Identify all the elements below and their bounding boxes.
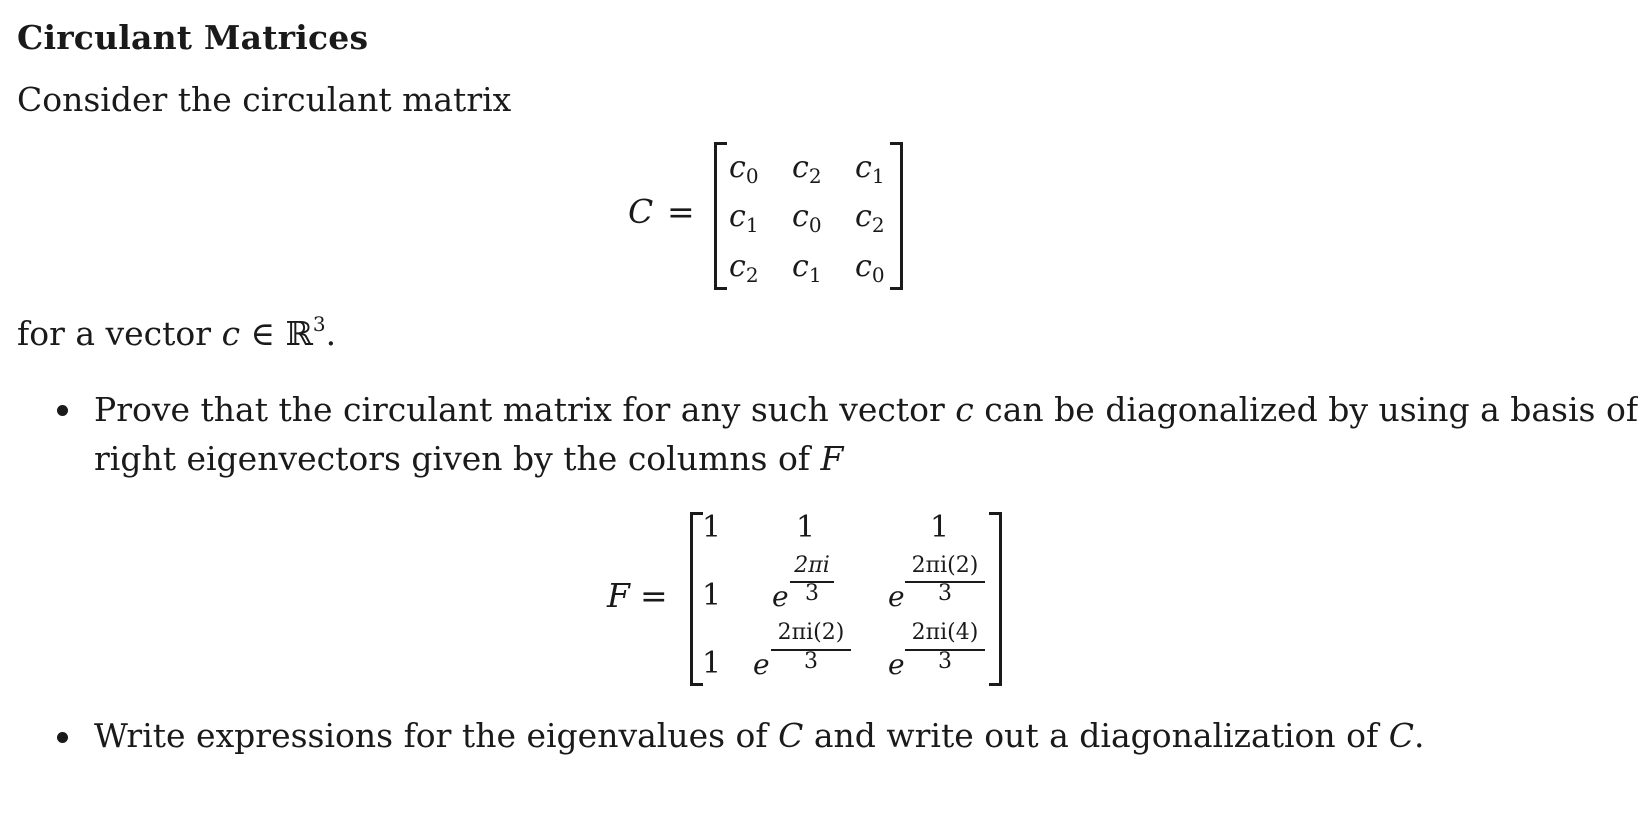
reals-exponent: 3 — [312, 312, 326, 336]
matrix-f-cell-1-1: 1 — [702, 510, 722, 545]
matrix-f-cell-2-1: 1 — [702, 578, 722, 613]
matrix-c-entry-subscript: 2 — [745, 263, 759, 287]
matrix-c-entry-base: c — [855, 249, 872, 284]
section-heading: Circulant Matrices — [17, 18, 369, 57]
matrix-f-lhs: F — [607, 576, 630, 615]
matrix-f-cell-2-3-exp-den: 3 — [938, 581, 952, 606]
matrix-f-cell-3-2-base: e — [753, 648, 770, 681]
matrix-f-cell-2-2-exp-den: 3 — [805, 581, 819, 606]
matrix-c-cell-1-3 — [855, 150, 885, 188]
bullet-1-var-c: c — [955, 390, 974, 429]
matrix-c-cell-2-1 — [729, 199, 759, 237]
bullet-1-line-1 — [94, 390, 1638, 429]
bullet-point-1 — [57, 405, 68, 416]
matrix-c-entry-subscript: 0 — [808, 213, 822, 237]
intro-text: Consider the circulant matrix — [17, 80, 512, 119]
vector-statement — [17, 314, 336, 353]
bullet-2-text-a: Write expressions for the eigenvalues of — [94, 716, 779, 755]
matrix-f-cell-3-3-base: e — [888, 648, 905, 681]
bullet-1-text-c: right eigenvectors given by the columns of — [94, 439, 821, 478]
bullet-1-var-f: F — [820, 439, 844, 478]
bullet-1-line-2 — [94, 439, 843, 478]
matrix-c-entry-subscript: 2 — [808, 164, 822, 188]
matrix-f-cell-3-3-exp-num: 2πi(4) — [911, 620, 979, 645]
matrix-c-entry-base: c — [792, 249, 809, 284]
bullet-2-var-c2: C — [1388, 716, 1414, 755]
bullet-point-2 — [57, 732, 68, 743]
matrix-c-cell-1-2 — [792, 150, 822, 188]
matrix-f-cell-1-3: 1 — [930, 510, 950, 545]
vector-suffix: . — [325, 314, 337, 353]
matrix-c-cell-3-2 — [792, 249, 822, 287]
matrix-f-equals: = — [640, 576, 668, 615]
matrix-f-cell-3-3-exp-den: 3 — [938, 649, 952, 674]
matrix-c-equals: = — [667, 192, 695, 231]
matrix-c-cell-2-2 — [792, 199, 822, 237]
reals-symbol: ℝ — [285, 314, 313, 353]
matrix-f-cell-3-2-exp-den: 3 — [804, 649, 818, 674]
matrix-c-cell-3-3 — [855, 249, 885, 287]
matrix-f-cell-3-1: 1 — [702, 646, 722, 681]
matrix-c-entry-base: c — [855, 150, 872, 185]
element-of-symbol: ∈ — [240, 314, 286, 353]
vector-prefix: for a vector — [17, 314, 222, 353]
bullet-2-line — [94, 716, 1424, 755]
vector-var: c — [221, 314, 241, 353]
matrix-c-left-bracket — [714, 142, 727, 290]
bullet-1-text-a: Prove that the circulant matrix for any such vector — [94, 390, 956, 429]
matrix-c-entry-subscript: 1 — [808, 263, 822, 287]
matrix-f-cell-2-2-exp-num: 2πi — [794, 553, 830, 578]
bullet-2-var-c1: C — [778, 716, 804, 755]
matrix-c-cell-2-3 — [855, 199, 885, 237]
matrix-c-entry-base: c — [729, 150, 746, 185]
matrix-c-entry-subscript: 1 — [745, 213, 759, 237]
matrix-f-cell-2-3-exp-num: 2πi(2) — [911, 553, 979, 578]
matrix-c-entry-base: c — [792, 199, 809, 234]
matrix-c-cell-3-1 — [729, 249, 759, 287]
matrix-c-entry-subscript: 0 — [745, 164, 759, 188]
matrix-f-cell-3-2-exp-num: 2πi(2) — [777, 620, 845, 645]
matrix-f-right-bracket — [989, 512, 1002, 686]
matrix-c-entry-base: c — [729, 249, 746, 284]
matrix-f-cell-2-3-base: e — [888, 580, 905, 613]
matrix-c-entry-subscript: 0 — [871, 263, 885, 287]
matrix-f-cell-2-2-base: e — [772, 580, 789, 613]
matrix-c-entry-base: c — [855, 199, 872, 234]
matrix-c-right-bracket — [890, 142, 903, 290]
bullet-2-text-c: . — [1413, 716, 1425, 755]
matrix-f-cell-1-2: 1 — [796, 510, 816, 545]
bullet-1-text-b: can be diagonalized by using a basis of — [973, 390, 1638, 429]
matrix-c-entry-subscript: 2 — [871, 213, 885, 237]
matrix-c-lhs: C — [628, 192, 654, 231]
matrix-c-cell-1-1 — [729, 150, 759, 188]
matrix-c-entry-base: c — [729, 199, 746, 234]
matrix-c-entry-base: c — [792, 150, 809, 185]
bullet-2-text-b: and write out a diagonalization of — [803, 716, 1389, 755]
matrix-c-entry-subscript: 1 — [871, 164, 885, 188]
